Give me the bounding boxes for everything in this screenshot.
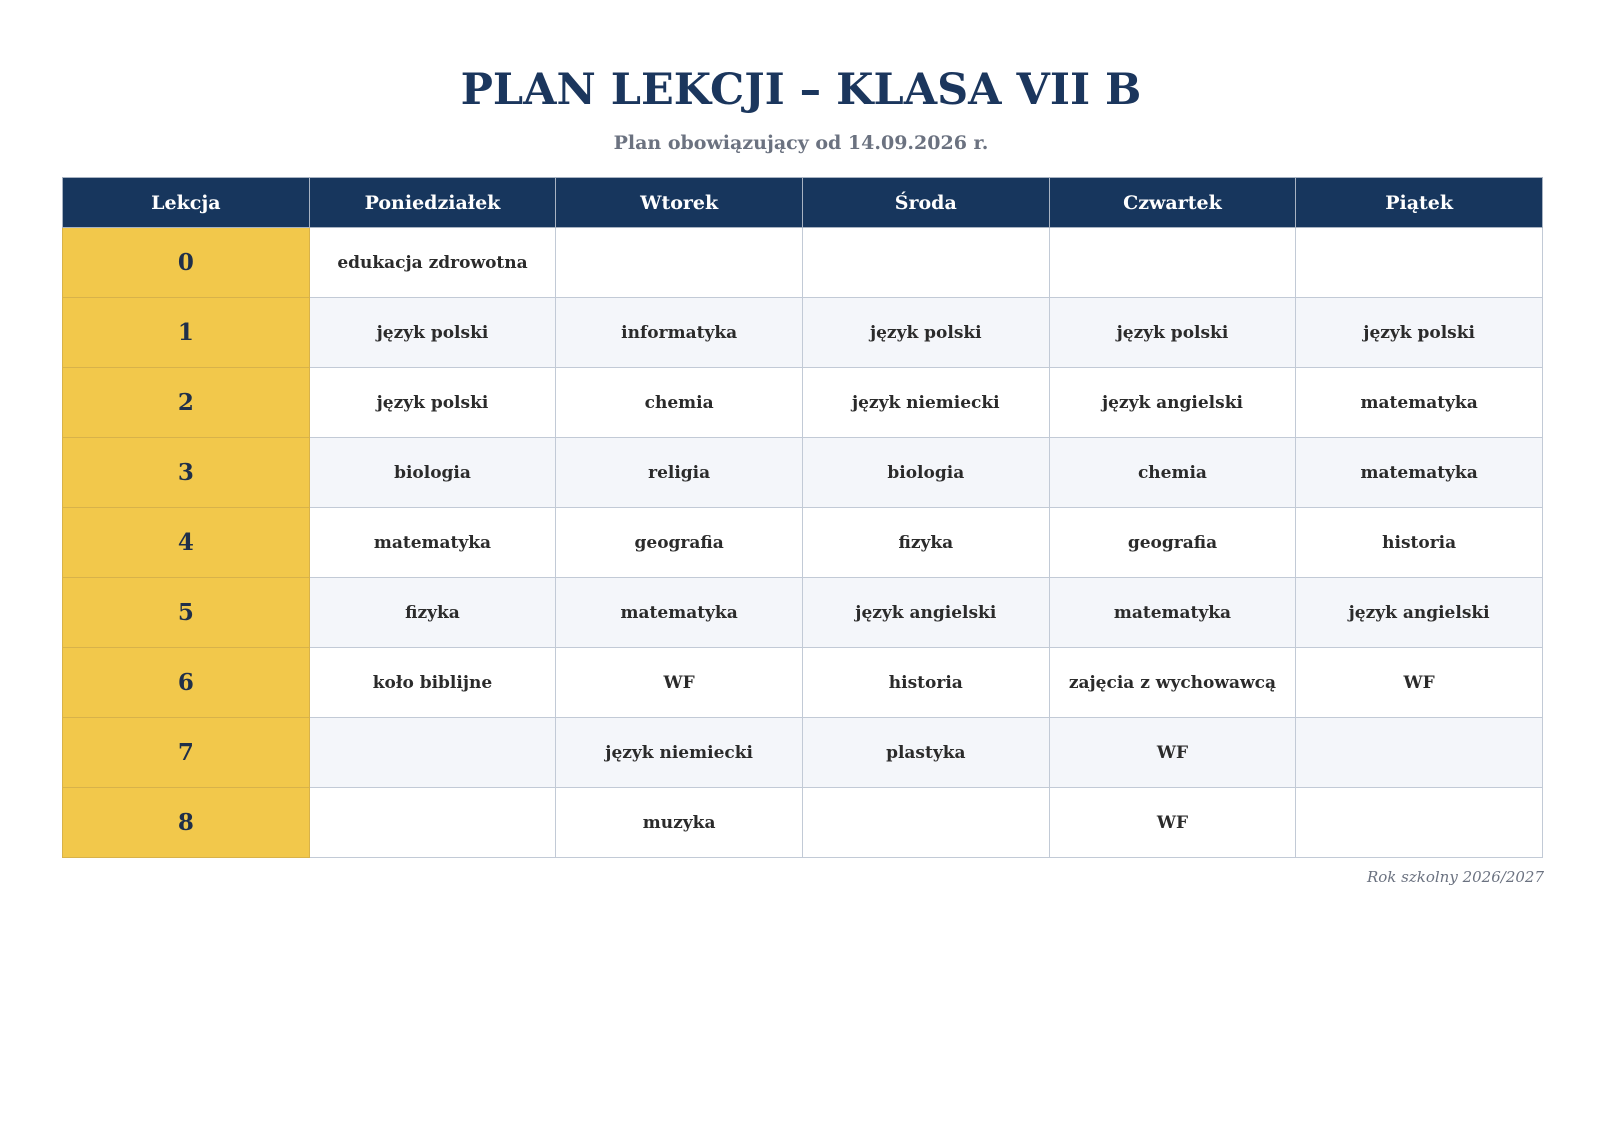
timetable [62, 177, 1543, 858]
subject-cell: matematyka [1049, 578, 1296, 648]
table-row [63, 788, 1543, 858]
subject-cell: język polski [309, 298, 556, 368]
subject-cell: język angielski [802, 578, 1049, 648]
subject-cell [1296, 228, 1543, 298]
subject-cell: biologia [802, 438, 1049, 508]
subject-cell: koło biblijne [309, 648, 556, 718]
subject-cell: matematyka [1296, 438, 1543, 508]
subject-cell: historia [802, 648, 1049, 718]
table-row [63, 298, 1543, 368]
subject-cell [309, 788, 556, 858]
subject-cell: fizyka [309, 578, 556, 648]
subject-cell: informatyka [556, 298, 803, 368]
subject-cell: geografia [556, 508, 803, 578]
subject-cell: chemia [556, 368, 803, 438]
subject-cell: WF [1049, 718, 1296, 788]
header-thursday: Czwartek [1049, 178, 1296, 228]
header-wednesday: Środa [802, 178, 1049, 228]
subject-cell: historia [1296, 508, 1543, 578]
lesson-number: 8 [63, 788, 310, 858]
header-monday: Poniedziałek [309, 178, 556, 228]
table-row [63, 368, 1543, 438]
subject-cell [802, 228, 1049, 298]
subject-cell: matematyka [1296, 368, 1543, 438]
table-row [63, 508, 1543, 578]
subject-cell: muzyka [556, 788, 803, 858]
lesson-number: 2 [63, 368, 310, 438]
subject-cell: język niemiecki [802, 368, 1049, 438]
subject-cell: geografia [1049, 508, 1296, 578]
lesson-number: 5 [63, 578, 310, 648]
timetable-header-row [63, 178, 1543, 228]
lesson-number: 3 [63, 438, 310, 508]
subject-cell [1296, 718, 1543, 788]
subject-cell: chemia [1049, 438, 1296, 508]
subject-cell: język polski [802, 298, 1049, 368]
header-lesson: Lekcja [63, 178, 310, 228]
subject-cell: edukacja zdrowotna [309, 228, 556, 298]
subject-cell: matematyka [556, 578, 803, 648]
school-year-note: Rok szkolny 2026/2027 [1366, 868, 1544, 886]
lesson-number: 7 [63, 718, 310, 788]
subject-cell [1296, 788, 1543, 858]
subject-cell: język polski [309, 368, 556, 438]
subject-cell: język polski [1049, 298, 1296, 368]
table-row [63, 578, 1543, 648]
subject-cell: język niemiecki [556, 718, 803, 788]
subject-cell: zajęcia z wychowawcą [1049, 648, 1296, 718]
subject-cell: WF [1296, 648, 1543, 718]
table-row [63, 438, 1543, 508]
lesson-number: 6 [63, 648, 310, 718]
subject-cell [1049, 228, 1296, 298]
subject-cell: WF [1049, 788, 1296, 858]
subject-cell: fizyka [802, 508, 1049, 578]
subject-cell: religia [556, 438, 803, 508]
subject-cell: język angielski [1049, 368, 1296, 438]
header-friday: Piątek [1296, 178, 1543, 228]
subject-cell: plastyka [802, 718, 1049, 788]
lesson-number: 0 [63, 228, 310, 298]
subject-cell: biologia [309, 438, 556, 508]
subject-cell [309, 718, 556, 788]
subject-cell: matematyka [309, 508, 556, 578]
subject-cell [556, 228, 803, 298]
subject-cell [802, 788, 1049, 858]
subject-cell: język angielski [1296, 578, 1543, 648]
page-title: PLAN LEKCJI – KLASA VII B [460, 65, 1142, 115]
table-row [63, 648, 1543, 718]
subject-cell: język polski [1296, 298, 1543, 368]
subject-cell: WF [556, 648, 803, 718]
page-subtitle: Plan obowiązujący od 14.09.2026 r. [613, 132, 989, 154]
header-tuesday: Wtorek [556, 178, 803, 228]
table-row [63, 718, 1543, 788]
table-row [63, 228, 1543, 298]
lesson-number: 4 [63, 508, 310, 578]
lesson-number: 1 [63, 298, 310, 368]
